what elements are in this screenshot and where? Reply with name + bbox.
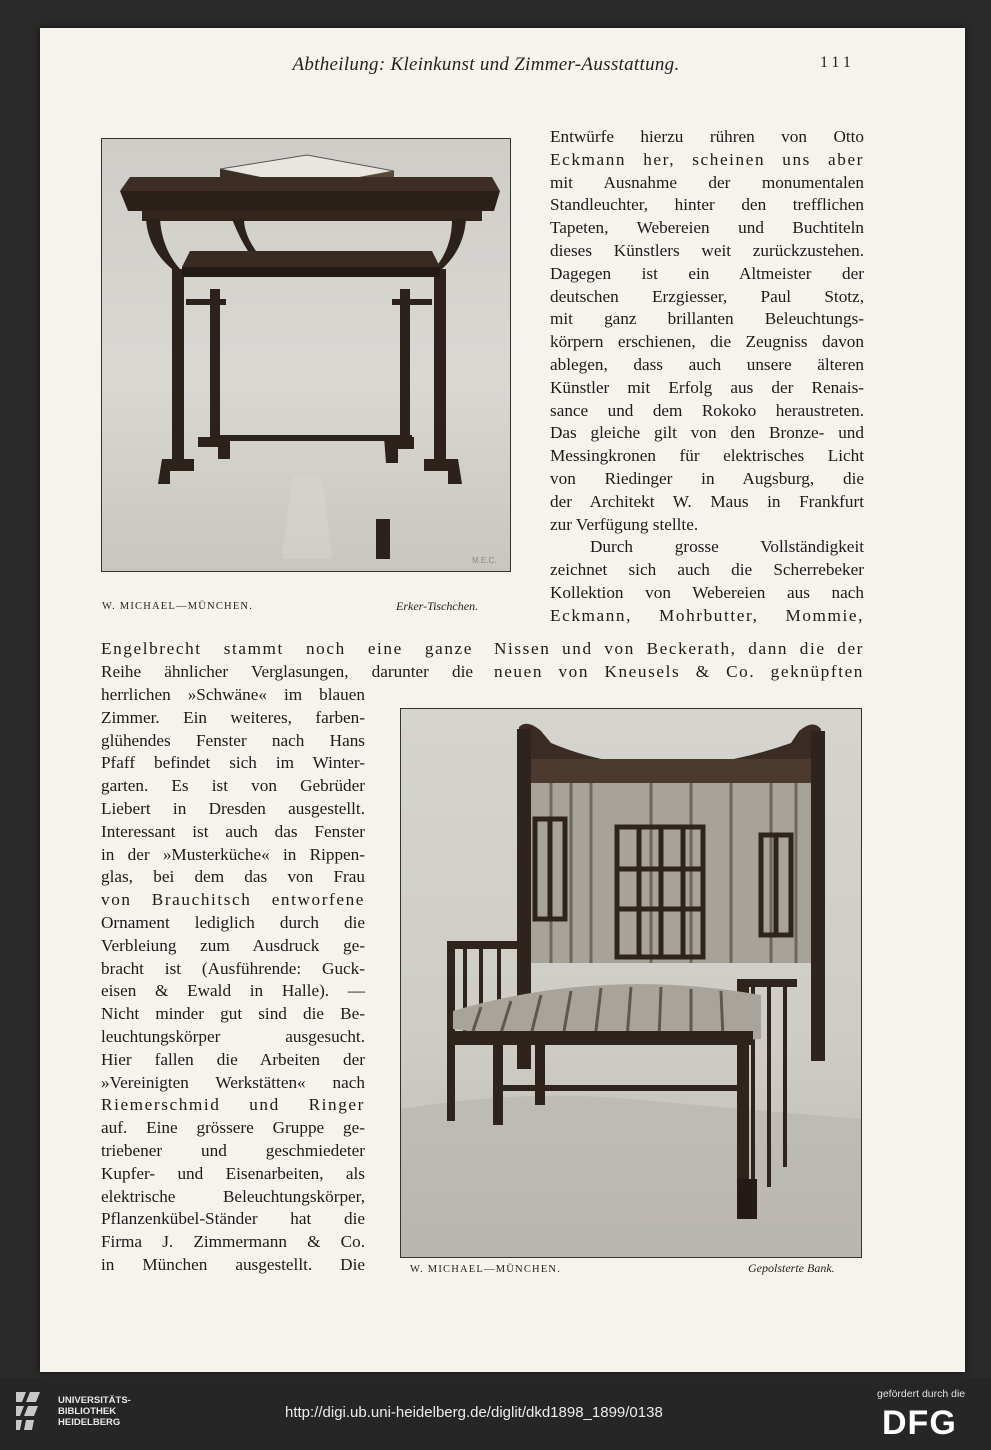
figure1-credit: W. MICHAEL—MÜNCHEN. xyxy=(102,601,254,612)
text-line: eisen & Ewald in Halle). — xyxy=(101,981,365,1001)
text-line: Riemerschmid und Ringer xyxy=(101,1095,365,1115)
text-line: Nicht minder gut sind die Be- xyxy=(101,1004,365,1024)
text-line: Verbleiung zum Ausdruck ge- xyxy=(101,935,365,955)
figure2-credit: W. MICHAEL—MÜNCHEN. xyxy=(410,1264,562,1275)
text-line: Tapeten, Webereien und Buchtiteln xyxy=(550,218,864,238)
text-line: herrlichen »Schwäne« im blauen xyxy=(101,685,365,704)
text-line: Durch grosse Vollständigkeit xyxy=(590,537,864,557)
source-url-link[interactable]: http://digi.ub.uni-heidelberg.de/diglit/dkd1898_1899/0138 xyxy=(285,1404,663,1421)
text-line: Interessant ist auch das Fenster xyxy=(101,821,365,841)
text-line: Eckmann, Mohrbutter, Mommie, xyxy=(550,605,864,625)
text-line: Ornament lediglich durch die xyxy=(101,912,365,932)
library-name-line: HEIDELBERG xyxy=(58,1417,121,1428)
dfg-logo: DFG xyxy=(882,1404,957,1442)
right-column-text xyxy=(550,126,864,628)
text-line: Künstler mit Erfolg aus der Renais- xyxy=(550,377,864,397)
text-line: »Vereinigten Werkstätten« nach xyxy=(101,1072,365,1092)
text-line: elektrische Beleuchtungskörper, xyxy=(101,1186,365,1206)
text-line: der Architekt W. Maus in Frankfurt xyxy=(550,491,864,511)
text-line: sance und dem Rokoko heraustreten. xyxy=(550,400,864,420)
full-width-text xyxy=(101,638,864,684)
text-line: von Brauchitsch entworfene xyxy=(101,890,365,910)
text-line: mit ganz brillanten Beleuchtungs- xyxy=(550,309,864,329)
page-number: 111 xyxy=(820,54,855,71)
text-line: körpern erschienen, die Zeugniss davon xyxy=(550,332,864,352)
text-line: dieses Künstlers weit zurückzustehen. xyxy=(550,240,864,260)
figure2-title: Gepolsterte Bank. xyxy=(748,1261,835,1275)
text-line: Firma J. Zimmermann & Co. xyxy=(101,1232,365,1252)
text-line: leuchtungskörper ausgesucht. xyxy=(101,1026,365,1046)
text-line: Pflanzenkübel-Ständer hat die xyxy=(101,1209,365,1229)
funding-label: gefördert durch die xyxy=(877,1388,966,1400)
text-line: bracht ist (Ausführende: Guck- xyxy=(101,958,365,978)
text-line: mit Ausnahme der monumentalen xyxy=(550,172,864,192)
running-header: Abtheilung: Kleinkunst und Zimmer-Ausstattung. xyxy=(292,54,680,75)
text-line: Entwürfe hierzu rühren von Otto xyxy=(550,127,864,146)
text-line: glas, bei dem das von Frau xyxy=(101,867,365,887)
table-illustration xyxy=(102,139,510,571)
text-line: glühendes Fenster nach Hans xyxy=(101,730,365,750)
text-line: zur Verfügung stellte. xyxy=(550,514,699,534)
full-line-left: Engelbrecht stammt noch eine ganze xyxy=(101,639,473,658)
text-line: Das gleiche gilt von den Bronze- und xyxy=(550,423,864,443)
full-line-left: Reihe ähnlicher Verglasungen, darunter die xyxy=(101,661,473,681)
text-line: von Riedinger in Augsburg, die xyxy=(550,468,864,488)
text-line: zeichnet sich auch die Scherrebeker xyxy=(550,560,864,580)
text-line: Kupfer- und Eisenarbeiten, als xyxy=(101,1163,365,1183)
text-line: auf. Eine grössere Gruppe ge- xyxy=(101,1118,365,1138)
photo-mark: M.E.C. xyxy=(472,556,497,565)
text-line: Zimmer. Ein weiteres, farben- xyxy=(101,707,365,727)
footer-bar xyxy=(0,1378,991,1450)
text-line: garten. Es ist von Gebrüder xyxy=(101,776,365,796)
text-line: Hier fallen die Arbeiten der xyxy=(101,1049,365,1069)
text-line: Kollektion von Webereien aus nach xyxy=(550,582,864,602)
text-line: triebener und geschmiedeter xyxy=(101,1140,365,1160)
text-line: Pfaff befindet sich im Winter- xyxy=(101,753,365,773)
library-name-line: UNIVERSITÄTS- xyxy=(58,1395,131,1406)
photo-bench xyxy=(400,708,862,1258)
library-name-line: BIBLIOTHEK xyxy=(58,1406,117,1417)
figure1-title: Erker-Tischchen. xyxy=(396,599,479,613)
text-line: Eckmann her, scheinen uns aber xyxy=(550,149,864,169)
library-name xyxy=(58,1395,131,1428)
text-line: Messingkronen für elektrisches Licht xyxy=(550,446,864,466)
text-line: Dagegen ist ein Altmeister der xyxy=(550,263,864,283)
text-line: Liebert in Dresden ausgestellt. xyxy=(101,798,365,818)
full-line-right: neuen von Kneusels & Co. geknüpften xyxy=(494,661,864,681)
text-line: Standleuchter, hinter den trefflichen xyxy=(550,195,864,215)
library-logo-icon xyxy=(12,1390,52,1432)
full-line-right: Nissen und von Beckerath, dann die der xyxy=(494,639,864,658)
photo-table xyxy=(101,138,511,572)
full-line xyxy=(101,661,864,684)
text-line: in München ausgestellt. Die xyxy=(101,1254,365,1274)
bench-illustration xyxy=(401,709,861,1257)
text-line: in der »Musterküche« in Rippen- xyxy=(101,844,365,864)
text-line: deutschen Erzgiesser, Paul Stotz, xyxy=(550,286,864,306)
full-line xyxy=(101,638,864,661)
text-line: ablegen, dass auch unsere älteren xyxy=(550,354,864,374)
left-column-text xyxy=(101,684,365,1277)
